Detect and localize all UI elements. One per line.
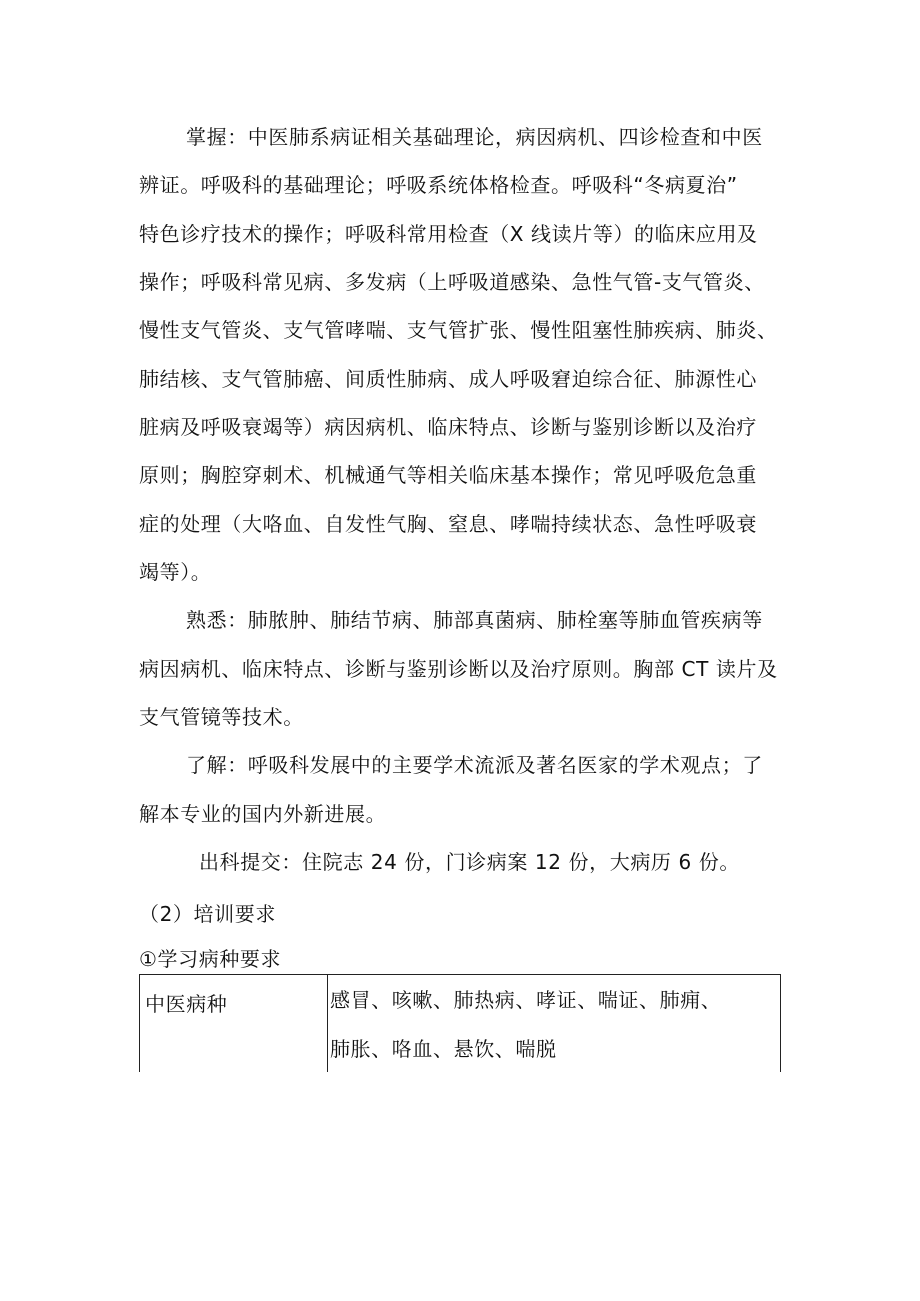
paragraph-master-line-9: 症的处理（大咯血、自发性气胸、窒息、哮喘持续状态、急性呼吸衰: [139, 512, 757, 536]
paragraph-master-line-5: 慢性支气管炎、支气管哮喘、支气管扩张、慢性阻塞性肺疾病、肺炎、: [139, 318, 778, 342]
section-heading-training: （2）培训要求: [139, 902, 276, 926]
paragraph-master-line-2: 辨证。呼吸科的基础理论；呼吸系统体格检查。呼吸科“冬病夏治”: [139, 173, 738, 197]
paragraph-submission: 出科提交：住院志 24 份，门诊病案 12 份，大病历 6 份。: [199, 850, 740, 874]
section-heading-diseases: ①学习病种要求: [139, 947, 282, 971]
paragraph-master-line-6: 肺结核、支气管肺癌、间质性肺病、成人呼吸窘迫综合征、肺源性心: [139, 367, 757, 391]
table-value-line-1: 感冒、咳嗽、肺热病、哮证、喘证、肺痈、: [330, 988, 722, 1012]
paragraph-master-line-1: 掌握：中医肺系病证相关基础理论，病因病机、四诊检查和中医: [186, 125, 763, 149]
table-label-tcm-disease: 中医病种: [145, 992, 228, 1016]
paragraph-master-line-4: 操作；呼吸科常见病、多发病（上呼吸道感染、急性气管-支气管炎、: [139, 270, 765, 294]
table-top-border: [139, 974, 781, 975]
paragraph-understand-line-1: 了解：呼吸科发展中的主要学术流派及著名医家的学术观点；了: [186, 753, 763, 777]
paragraph-master-line-7: 脏病及呼吸衰竭等）病因病机、临床特点、诊断与鉴别诊断以及治疗: [139, 415, 757, 439]
paragraph-understand-line-2: 解本专业的国内外新进展。: [139, 802, 387, 826]
paragraph-familiar-line-2: 病因病机、临床特点、诊断与鉴别诊断以及治疗原则。胸部 CT 读片及: [139, 657, 778, 681]
paragraph-familiar-line-1: 熟悉：肺脓肿、肺结节病、肺部真菌病、肺栓塞等肺血管疾病等: [186, 608, 763, 632]
paragraph-familiar-line-3: 支气管镜等技术。: [139, 705, 304, 729]
table-value-line-2: 肺胀、咯血、悬饮、喘脱: [330, 1037, 557, 1061]
table-left-border: [139, 974, 140, 1072]
table-column-divider: [327, 974, 328, 1072]
paragraph-master-line-8: 原则；胸腔穿刺术、机械通气等相关临床基本操作；常见呼吸危急重: [139, 463, 757, 487]
paragraph-master-line-10: 竭等）。: [139, 560, 212, 584]
disease-table: [139, 974, 781, 1072]
table-right-border: [780, 974, 781, 1072]
paragraph-master-line-3: 特色诊疗技术的操作；呼吸科常用检查（X 线读片等）的临床应用及: [139, 222, 758, 246]
